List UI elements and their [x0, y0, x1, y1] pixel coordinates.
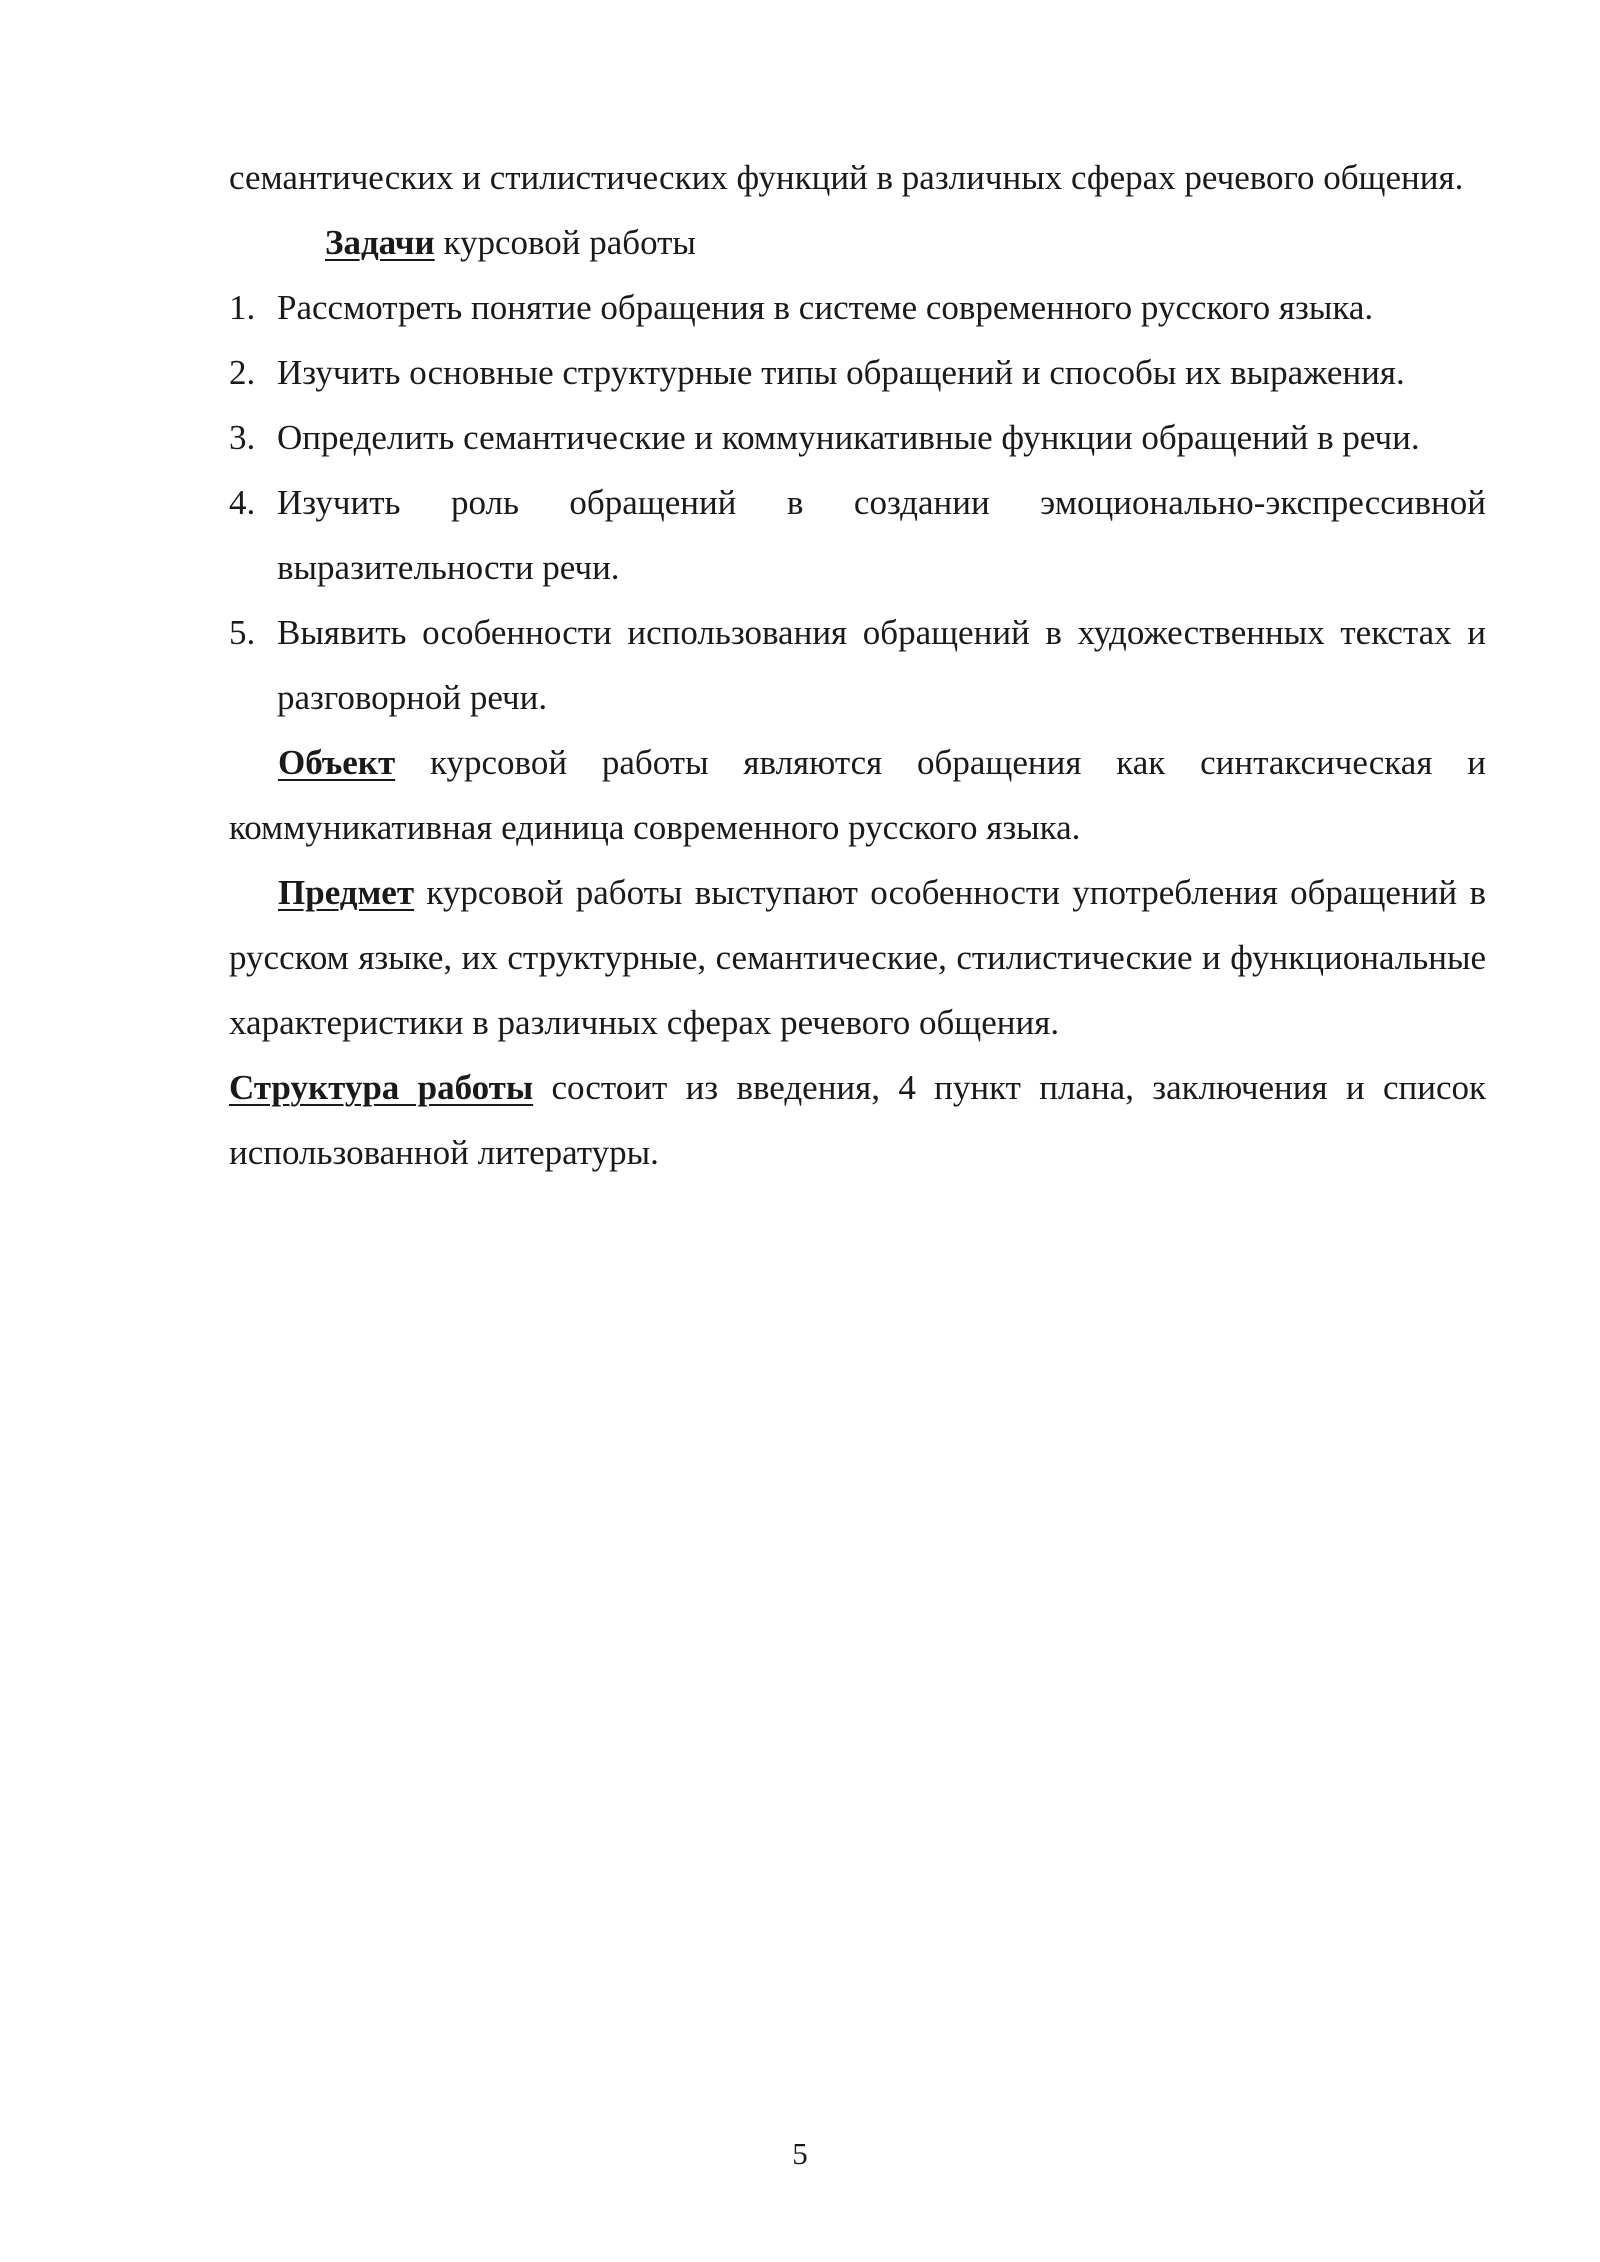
task-item	[229, 340, 1486, 405]
structure-paragraph	[229, 1055, 1486, 1185]
structure-text: состоит из введения, 4 пункт плана, заключения и список использованной литературы.	[229, 1068, 1486, 1172]
subject-paragraph	[229, 860, 1486, 1055]
task-number: 1.	[229, 288, 256, 327]
object-paragraph	[229, 730, 1486, 860]
object-text: курсовой работы являются обращения как синтаксическая и коммуникативная единица современного русского языка.	[229, 743, 1486, 847]
page-number: 5	[792, 2136, 808, 2171]
tasks-heading	[229, 210, 1486, 275]
task-item	[229, 405, 1486, 470]
tasks-keyword: Задачи	[325, 223, 435, 262]
tasks-list	[229, 275, 1486, 730]
task-item	[229, 275, 1486, 340]
task-number: 2.	[229, 353, 256, 392]
task-item	[229, 600, 1486, 730]
subject-text: курсовой работы выступают особенности употребления обращений в русском языке, их структурные, семантические, стилистические и функциональные характеристики в различных сферах речевого общения.	[229, 873, 1486, 1042]
task-text: Изучить роль обращений в создании эмоционально-экспрессивной выразительности речи.	[277, 483, 1486, 587]
task-number: 5.	[229, 613, 256, 652]
intro-continuation: семантических и стилистических функций в различных сферах речевого общения.	[229, 158, 1464, 197]
task-text: Рассмотреть понятие обращения в системе современного русского языка.	[277, 288, 1374, 327]
task-text: Изучить основные структурные типы обращений и способы их выражения.	[277, 353, 1405, 392]
task-item	[229, 470, 1486, 600]
task-text: Определить семантические и коммуникативные функции обращений в речи.	[277, 418, 1420, 457]
object-keyword: Объект	[278, 743, 396, 782]
tasks-heading-text: курсовой работы	[434, 223, 696, 262]
structure-keyword: Структура работы	[229, 1068, 534, 1107]
task-text: Выявить особенности использования обращений в художественных текстах и разговорной речи.	[277, 613, 1486, 717]
task-number: 4.	[229, 483, 256, 522]
page-content	[229, 145, 1486, 1185]
subject-keyword: Предмет	[278, 873, 415, 912]
task-number: 3.	[229, 418, 256, 457]
